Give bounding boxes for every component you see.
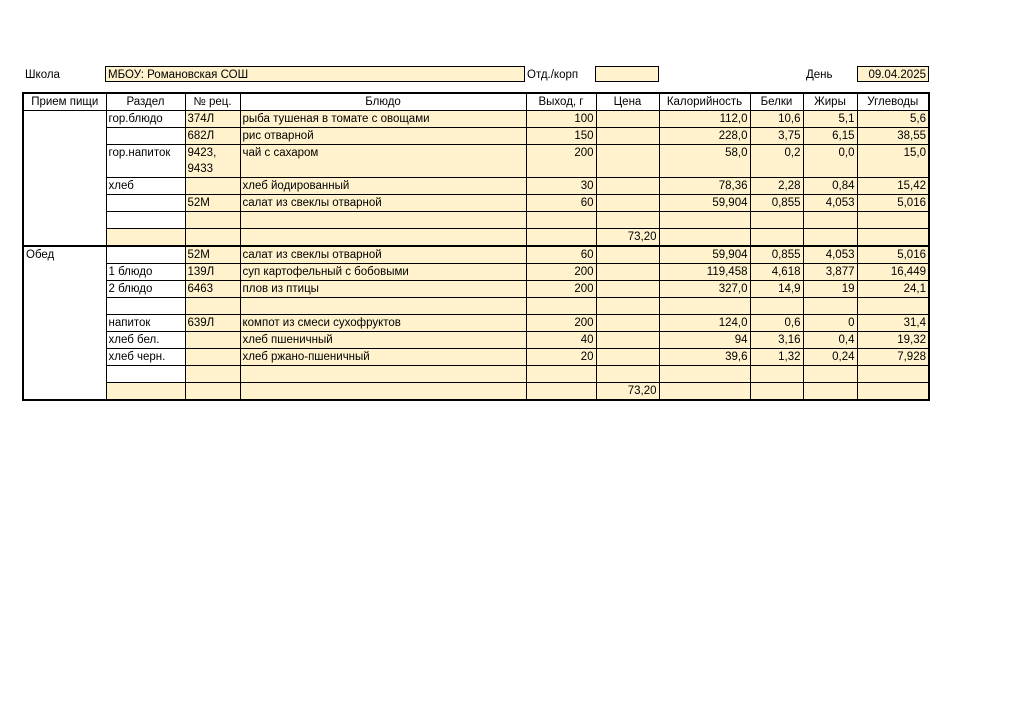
carb-cell[interactable] [857,383,929,401]
fat-cell[interactable]: 0,4 [803,332,857,349]
col-fat: Жиры [803,93,857,111]
table-row [23,264,929,281]
kcal-cell[interactable]: 112,0 [659,111,750,128]
protein-cell[interactable] [750,383,803,401]
table-row [23,349,929,366]
carb-cell[interactable]: 24,1 [857,281,929,298]
fat-cell[interactable]: 4,053 [803,246,857,264]
price-cell[interactable] [596,195,659,212]
carb-cell[interactable]: 38,55 [857,128,929,145]
table-row [23,315,929,332]
protein-cell[interactable] [750,298,803,315]
recipe-cell[interactable]: 9423, 9433 [185,145,240,178]
price-cell[interactable] [596,281,659,298]
kcal-cell[interactable] [659,298,750,315]
kcal-cell[interactable] [659,212,750,229]
dish-cell[interactable]: рыба тушеная в томате с овощами [240,111,526,128]
recipe-cell[interactable] [185,332,240,349]
section-cell[interactable] [106,229,185,247]
kcal-cell[interactable] [659,229,750,247]
carb-cell[interactable]: 5,016 [857,195,929,212]
price-cell[interactable] [596,366,659,383]
dish-cell[interactable]: салат из свеклы отварной [240,195,526,212]
recipe-cell[interactable] [185,349,240,366]
section-cell[interactable]: напиток [106,315,185,332]
carb-cell[interactable] [857,366,929,383]
carb-cell[interactable]: 5,016 [857,246,929,264]
carb-cell[interactable] [857,212,929,229]
menu-table [22,92,930,401]
kcal-cell[interactable] [659,383,750,401]
table-row [23,128,929,145]
price-cell[interactable] [596,111,659,128]
section-cell[interactable] [106,128,185,145]
school-field[interactable]: МБОУ: Романовская СОШ [105,66,525,82]
section-cell[interactable] [106,298,185,315]
dish-cell[interactable]: компот из смеси сухофруктов [240,315,526,332]
breakfast-meal-cell [23,111,106,247]
dish-cell[interactable]: суп картофельный с бобовыми [240,264,526,281]
protein-cell[interactable]: 14,9 [750,281,803,298]
protein-cell[interactable]: 3,75 [750,128,803,145]
total-price-cell[interactable]: 73,20 [596,383,659,401]
table-row [23,111,929,128]
protein-cell[interactable]: 10,6 [750,111,803,128]
protein-cell[interactable]: 4,618 [750,264,803,281]
price-cell[interactable] [596,349,659,366]
carb-cell[interactable]: 15,42 [857,178,929,195]
col-carb: Углеводы [857,93,929,111]
dish-cell[interactable] [240,229,526,247]
fat-cell[interactable] [803,229,857,247]
table-row [23,195,929,212]
recipe-cell[interactable]: 139Л [185,264,240,281]
kcal-cell[interactable] [659,366,750,383]
table-row [23,212,929,229]
weight-cell[interactable]: 200 [526,315,596,332]
recipe-cell[interactable]: 682Л [185,128,240,145]
table-row [23,366,929,383]
table-row [23,246,929,264]
kcal-cell[interactable]: 59,904 [659,246,750,264]
day-field[interactable]: 09.04.2025 [857,66,929,82]
protein-cell[interactable] [750,229,803,247]
price-cell[interactable] [596,212,659,229]
table-row [23,178,929,195]
price-cell[interactable] [596,246,659,264]
dish-cell[interactable]: салат из свеклы отварной [240,246,526,264]
kcal-cell[interactable]: 59,904 [659,195,750,212]
protein-cell[interactable] [750,366,803,383]
section-cell[interactable] [106,383,185,401]
recipe-cell[interactable]: 639Л [185,315,240,332]
section-cell[interactable] [106,212,185,229]
col-weight: Выход, г [526,93,596,111]
weight-cell[interactable]: 150 [526,128,596,145]
carb-cell[interactable]: 16,449 [857,264,929,281]
protein-cell[interactable]: 2,28 [750,178,803,195]
fat-cell[interactable] [803,383,857,401]
fat-cell[interactable]: 3,877 [803,264,857,281]
recipe-cell[interactable]: 6463 [185,281,240,298]
price-cell[interactable] [596,332,659,349]
weight-cell[interactable]: 20 [526,349,596,366]
section-cell[interactable]: гор.блюдо [106,111,185,128]
dish-cell[interactable]: рис отварной [240,128,526,145]
total-price-cell[interactable]: 73,20 [596,229,659,247]
recipe-cell[interactable] [185,366,240,383]
weight-cell[interactable]: 60 [526,246,596,264]
protein-cell[interactable] [750,212,803,229]
school-label: Школа [25,69,60,81]
col-meal: Прием пищи [23,93,106,111]
dept-field[interactable] [595,66,659,82]
kcal-cell[interactable]: 228,0 [659,128,750,145]
table-row [23,298,929,315]
weight-cell[interactable] [526,298,596,315]
fat-cell[interactable]: 4,053 [803,195,857,212]
price-cell[interactable] [596,298,659,315]
kcal-cell[interactable]: 119,458 [659,264,750,281]
fat-cell[interactable]: 5,1 [803,111,857,128]
protein-cell[interactable]: 0,6 [750,315,803,332]
weight-cell[interactable]: 200 [526,281,596,298]
section-cell[interactable]: 2 блюдо [106,281,185,298]
carb-cell[interactable] [857,229,929,247]
price-cell[interactable] [596,145,659,178]
total-row [23,229,929,247]
recipe-cell[interactable] [185,178,240,195]
weight-cell[interactable] [526,229,596,247]
kcal-cell[interactable]: 124,0 [659,315,750,332]
section-cell[interactable] [106,366,185,383]
recipe-cell[interactable] [185,383,240,401]
weight-cell[interactable] [526,383,596,401]
section-cell[interactable] [106,246,185,264]
fat-cell[interactable] [803,366,857,383]
col-price: Цена [596,93,659,111]
section-cell[interactable]: гор.напиток [106,145,185,178]
dish-cell[interactable] [240,383,526,401]
carb-cell[interactable]: 31,4 [857,315,929,332]
section-cell[interactable]: хлеб черн. [106,349,185,366]
protein-cell[interactable]: 0,855 [750,195,803,212]
col-dish: Блюдо [240,93,526,111]
weight-cell[interactable] [526,212,596,229]
dept-label: Отд./корп [527,69,579,81]
fat-cell[interactable]: 0,0 [803,145,857,178]
weight-cell[interactable]: 200 [526,264,596,281]
price-cell[interactable] [596,315,659,332]
recipe-cell[interactable] [185,229,240,247]
carb-cell[interactable]: 15,0 [857,145,929,178]
fat-cell[interactable]: 0,24 [803,349,857,366]
recipe-cell[interactable]: 374Л [185,111,240,128]
fat-cell[interactable] [803,212,857,229]
fat-cell[interactable]: 19 [803,281,857,298]
fat-cell[interactable]: 6,15 [803,128,857,145]
weight-cell[interactable]: 100 [526,111,596,128]
dish-cell[interactable]: хлеб пшеничный [240,332,526,349]
weight-cell[interactable]: 200 [526,145,596,178]
col-recipe: № рец. [185,93,240,111]
dish-cell[interactable] [240,366,526,383]
day-label: День [806,69,833,81]
col-kcal: Калорийность [659,93,750,111]
lunch-meal-cell: Обед [23,246,106,400]
kcal-cell[interactable]: 327,0 [659,281,750,298]
table-row [23,281,929,298]
section-cell[interactable] [106,195,185,212]
protein-cell[interactable]: 1,32 [750,349,803,366]
recipe-cell[interactable] [185,298,240,315]
fat-cell[interactable]: 0 [803,315,857,332]
kcal-cell[interactable]: 58,0 [659,145,750,178]
recipe-cell[interactable]: 52М [185,195,240,212]
kcal-cell[interactable]: 78,36 [659,178,750,195]
price-cell[interactable] [596,264,659,281]
recipe-cell[interactable] [185,212,240,229]
dish-cell[interactable]: чай с сахаром [240,145,526,178]
fat-cell[interactable] [803,298,857,315]
col-protein: Белки [750,93,803,111]
section-cell[interactable]: хлеб [106,178,185,195]
table-row [23,332,929,349]
dish-cell[interactable]: хлеб ржано-пшеничный [240,349,526,366]
carb-cell[interactable]: 5,6 [857,111,929,128]
total-row [23,383,929,401]
fat-cell[interactable]: 0,84 [803,178,857,195]
price-cell[interactable] [596,178,659,195]
table-row [23,145,929,178]
dish-cell[interactable]: хлеб йодированный [240,178,526,195]
dish-cell[interactable]: плов из птицы [240,281,526,298]
kcal-cell[interactable]: 39,6 [659,349,750,366]
dish-cell[interactable] [240,212,526,229]
protein-cell[interactable]: 0,855 [750,246,803,264]
col-section: Раздел [106,93,185,111]
carb-cell[interactable]: 19,32 [857,332,929,349]
protein-cell[interactable]: 3,16 [750,332,803,349]
weight-cell[interactable] [526,366,596,383]
kcal-cell[interactable]: 94 [659,332,750,349]
carb-cell[interactable] [857,298,929,315]
weight-cell[interactable]: 30 [526,178,596,195]
weight-cell[interactable]: 40 [526,332,596,349]
section-cell[interactable]: хлеб бел. [106,332,185,349]
recipe-cell[interactable]: 52М [185,246,240,264]
price-cell[interactable] [596,128,659,145]
protein-cell[interactable]: 0,2 [750,145,803,178]
header-row [23,93,929,111]
carb-cell[interactable]: 7,928 [857,349,929,366]
section-cell[interactable]: 1 блюдо [106,264,185,281]
weight-cell[interactable]: 60 [526,195,596,212]
dish-cell[interactable] [240,298,526,315]
